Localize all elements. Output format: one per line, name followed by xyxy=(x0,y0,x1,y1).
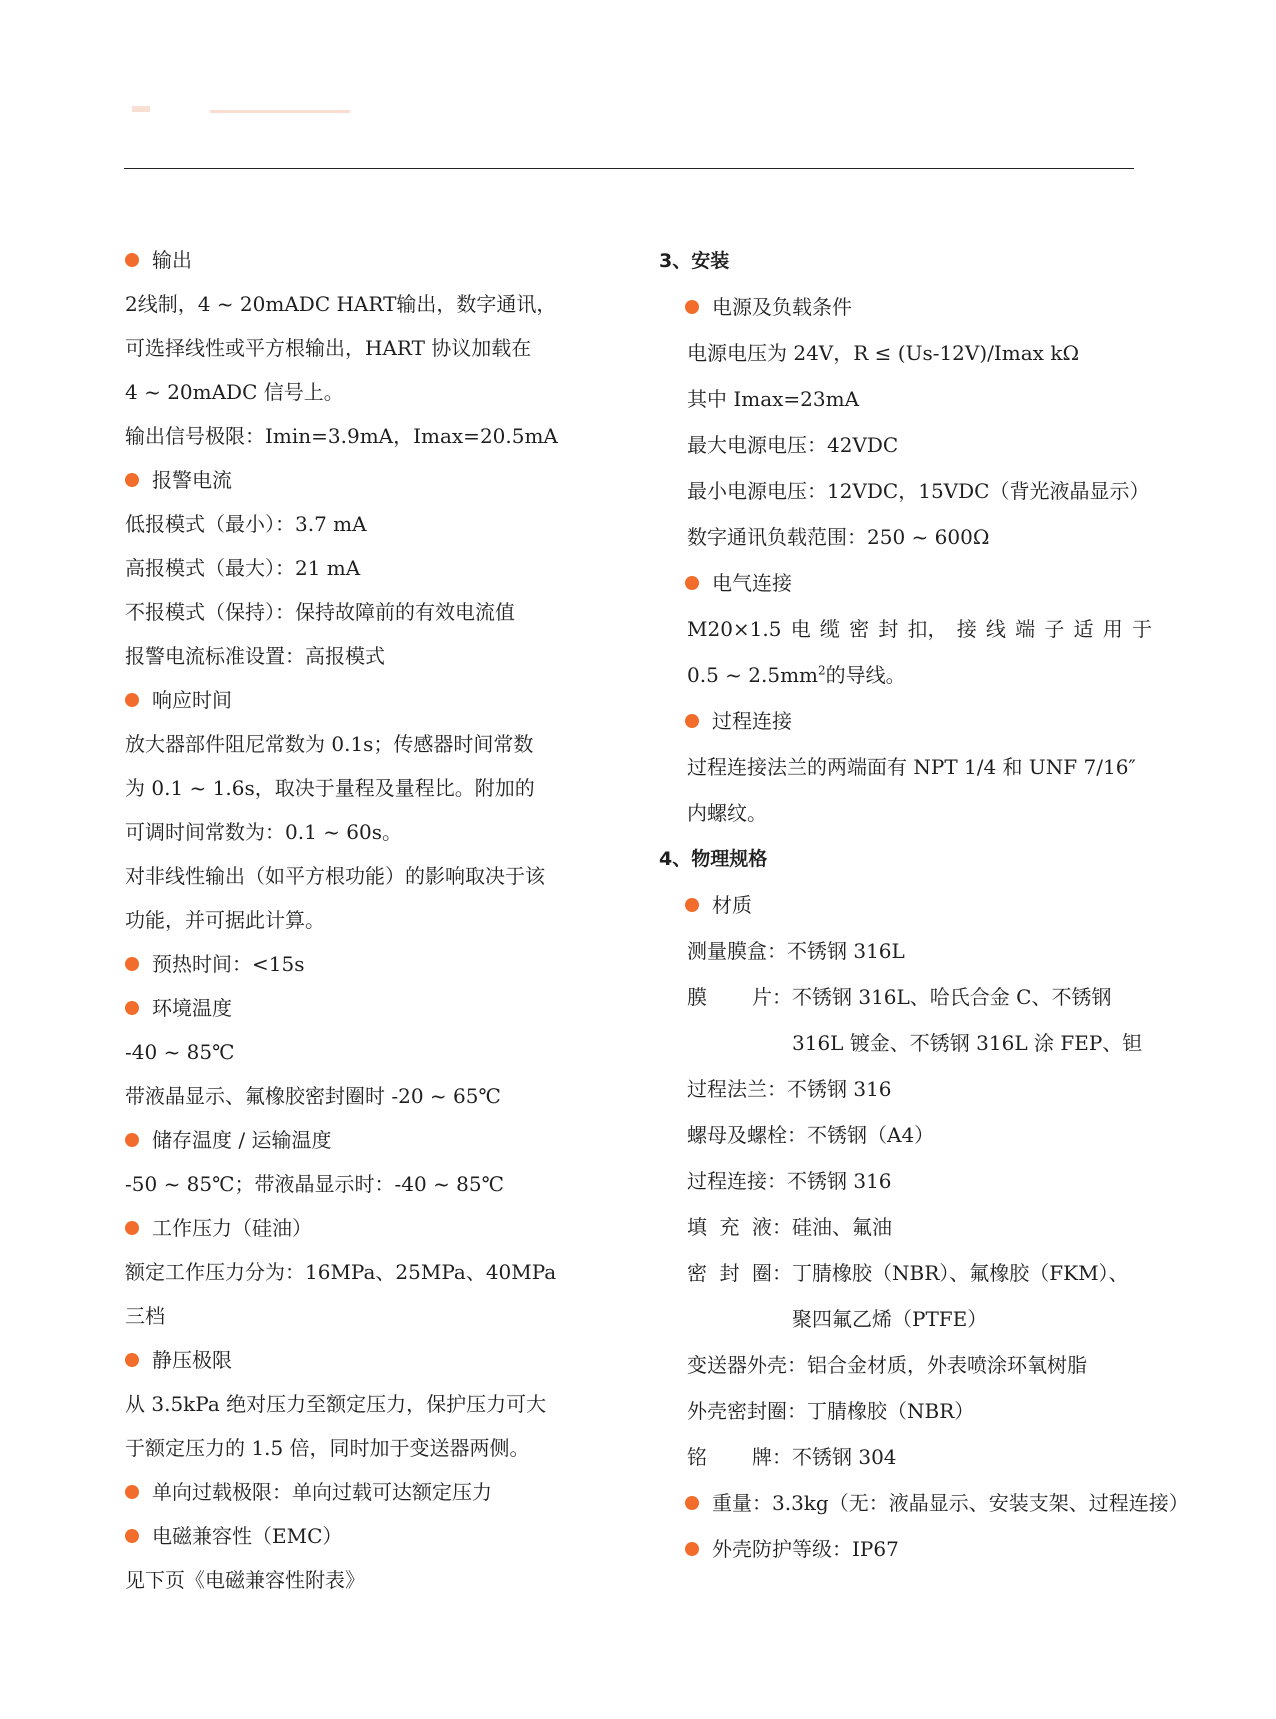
right-column xyxy=(659,238,1189,1572)
bullet-icon xyxy=(125,693,139,707)
response-line-5: 功能，并可据此计算。 xyxy=(125,908,325,932)
power-line-5: 数字通讯负载范围：250 ~ 600Ω xyxy=(687,525,990,549)
section-alarm-title: 报警电流 xyxy=(125,458,580,502)
bullet-icon xyxy=(125,473,139,487)
bullet-icon xyxy=(685,1542,699,1556)
static-pressure-line-2: 于额定压力的 1.5 倍，同时加于变送器两侧。 xyxy=(125,1436,530,1460)
process-line-2: 内螺纹。 xyxy=(687,801,767,825)
response-line-1: 放大器部件阻尼常数为 0.1s；传感器时间常数 xyxy=(125,732,534,756)
material-nameplate-label: 铭 牌： xyxy=(687,1445,792,1469)
bullet-icon xyxy=(685,1496,699,1510)
material-nuts-bolts: 螺母及螺栓：不锈钢（A4） xyxy=(687,1123,935,1147)
physical-heading: 4、物理规格 xyxy=(659,848,768,870)
material-diaphragm-line-2: 316L 镀金、不锈钢 316L 涂 FEP、钽 xyxy=(792,1031,1143,1055)
bullet-icon xyxy=(125,253,139,267)
material-seal: 密 封 圈： 丁腈橡胶（NBR）、氟橡胶（FKM）、 xyxy=(660,1250,1180,1296)
section-overload: 单向过载极限：单向过载可达额定压力 xyxy=(125,1470,580,1514)
output-line-4: 输出信号极限：Imin=3.9mA，Imax=20.5mA xyxy=(125,424,558,448)
bullet-icon xyxy=(685,300,699,314)
response-line-4: 对非线性输出（如平方根功能）的影响取决于该 xyxy=(125,864,545,888)
static-pressure-line-1: 从 3.5kPa 绝对压力至额定压力，保护压力可大 xyxy=(125,1392,547,1416)
output-line-2: 可选择线性或平方根输出，HART 协议加载在 xyxy=(125,336,532,360)
alarm-line-4: 报警电流标准设置：高报模式 xyxy=(125,644,385,668)
bullet-icon xyxy=(125,1001,139,1015)
alarm-line-3: 不报模式（保持）：保持故障前的有效电流值 xyxy=(125,600,515,624)
bullet-icon xyxy=(125,1133,139,1147)
ambient-line-2: 带液晶显示、氟橡胶密封圈时 -20 ~ 65℃ xyxy=(125,1084,501,1108)
power-line-3: 最大电源电压：42VDC xyxy=(687,433,899,457)
section-material-title: 材质 xyxy=(660,882,1180,928)
ambient-line-1: -40 ~ 85℃ xyxy=(125,1040,235,1064)
material-diaphragm: 膜 片： 不锈钢 316L、哈氏合金 C、不锈钢 xyxy=(660,974,1180,1020)
alarm-line-2: 高报模式（最大）：21 mA xyxy=(125,556,361,580)
electrical-line-1 xyxy=(660,606,1180,652)
material-seal-label: 密 封 圈： xyxy=(687,1261,792,1285)
response-line-3: 可调时间常数为：0.1 ~ 60s。 xyxy=(125,820,402,844)
material-housing: 变送器外壳：铝合金材质，外表喷涂环氧树脂 xyxy=(687,1353,1087,1377)
header-logo-faint xyxy=(130,100,370,124)
emc-line-1: 见下页《电磁兼容性附表》 xyxy=(125,1568,365,1592)
section-electrical-title: 电气连接 xyxy=(660,560,1180,606)
section-weight: 重量：3.3kg（无：液晶显示、安装支架、过程连接） xyxy=(660,1480,1180,1526)
section-static-pressure-title: 静压极限 xyxy=(125,1338,580,1382)
bullet-icon xyxy=(125,1529,139,1543)
bullet-icon xyxy=(125,957,139,971)
material-diaphragm-label: 膜 片： xyxy=(687,985,792,1009)
storage-line-1: -50 ~ 85℃；带液晶显示时：-40 ~ 85℃ xyxy=(125,1172,505,1196)
section-working-pressure-title: 工作压力（硅油） xyxy=(125,1206,580,1250)
output-line-3: 4 ~ 20mADC 信号上。 xyxy=(125,380,344,404)
material-flange: 过程法兰：不锈钢 316 xyxy=(687,1077,892,1101)
install-heading: 3、安装 xyxy=(659,250,730,272)
electrical-line-1-justified: M20×1.5 电 缆 密 封 扣， 接 线 端 子 适 用 于 xyxy=(687,617,1152,641)
left-column xyxy=(125,238,580,1602)
section-ambient-title: 环境温度 xyxy=(125,986,580,1030)
section-storage-title: 储存温度 / 运输温度 xyxy=(125,1118,580,1162)
bullet-icon xyxy=(125,1485,139,1499)
electrical-line-2: 0.5 ~ $2.5mm^2$的导线。 xyxy=(687,663,906,687)
power-line-2: 其中 Imax=23mA xyxy=(687,387,860,411)
section-ip-rating: 外壳防护等级：IP67 xyxy=(660,1526,1180,1572)
output-line-1: 2线制，4 ~ 20mADC HART输出，数字通讯， xyxy=(125,292,557,316)
working-pressure-line-1: 额定工作压力分为：16MPa、25MPa、40MPa xyxy=(125,1260,557,1284)
section-warmup: 预热时间：<15s xyxy=(125,942,580,986)
power-line-1: 电源电压为 24V，R ≤ (Us-12V)/Imax kΩ xyxy=(687,341,1080,365)
bullet-icon xyxy=(125,1221,139,1235)
material-process-connection: 过程连接：不锈钢 316 xyxy=(687,1169,892,1193)
section-power-title: 电源及负载条件 xyxy=(660,284,1180,330)
process-line-1: 过程连接法兰的两端面有 NPT 1/4 和 UNF 7/16″ xyxy=(687,755,1136,779)
material-fill-fluid: 填 充 液： 硅油、氟油 xyxy=(660,1204,1180,1250)
section-emc-title: 电磁兼容性（EMC） xyxy=(125,1514,580,1558)
header-divider xyxy=(124,168,1134,169)
bullet-icon xyxy=(685,576,699,590)
working-pressure-line-2: 三档 xyxy=(125,1304,165,1328)
material-seal-line-2: 聚四氟乙烯（PTFE） xyxy=(792,1307,988,1331)
material-nameplate: 铭 牌： 不锈钢 304 xyxy=(660,1434,1180,1480)
bullet-icon xyxy=(685,714,699,728)
alarm-line-1: 低报模式（最小）：3.7 mA xyxy=(125,512,367,536)
section-process-title: 过程连接 xyxy=(660,698,1180,744)
section-response-title: 响应时间 xyxy=(125,678,580,722)
power-line-4: 最小电源电压：12VDC，15VDC（背光液晶显示） xyxy=(687,479,1150,503)
material-housing-seal: 外壳密封圈：丁腈橡胶（NBR） xyxy=(687,1399,975,1423)
bullet-icon xyxy=(125,1353,139,1367)
section-output-title: 输出 xyxy=(125,238,580,282)
material-fill-label: 填 充 液： xyxy=(687,1215,792,1239)
bullet-icon xyxy=(685,898,699,912)
material-capsule: 测量膜盒：不锈钢 316L xyxy=(687,939,905,963)
response-line-2: 为 0.1 ~ 1.6s，取决于量程及量程比。附加的 xyxy=(125,776,535,800)
